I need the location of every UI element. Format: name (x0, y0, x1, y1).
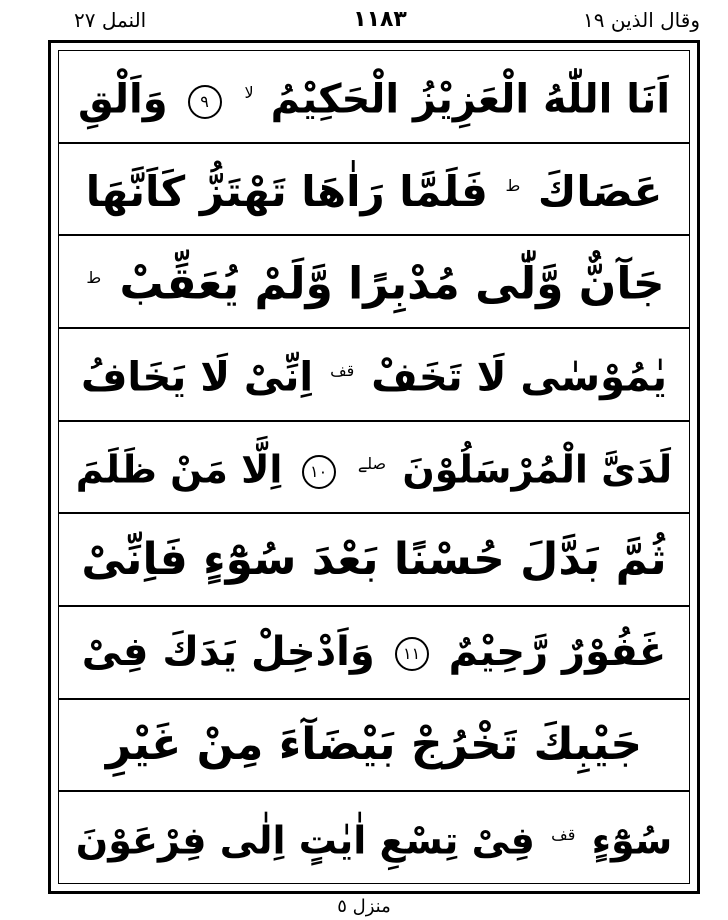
line-text (82, 622, 667, 682)
line-segment: يٰمُوْسٰى لَا تَخَفْ (371, 354, 668, 401)
text-line-7 (59, 607, 689, 700)
line-text (78, 63, 670, 129)
ayah-marker: ٩ (188, 85, 222, 119)
page-number: ١١٨٣ (353, 7, 407, 32)
waqf-mark: ط (86, 268, 102, 288)
line-segment: سُوْٓءٍ (591, 818, 673, 863)
line-segment: غَفُوْرٌ رَّحِيْمٌ (448, 629, 667, 676)
line-segment: وَاَلْقِ (77, 76, 168, 123)
line-segment: ثُمَّ بَدَّلَ حُسْنًا بَعْدَ سُوْٓءٍ فَاِنِّىْ (81, 533, 667, 585)
line-segment: اَنَا اللّٰهُ الْعَزِيْزُ الْحَكِيْمُ (270, 76, 671, 123)
text-frame (58, 50, 690, 884)
text-line-8 (59, 700, 689, 793)
juz-name: وقال الذين ١٩ (583, 8, 700, 32)
line-segment: عَصَاكَ (537, 167, 663, 216)
text-line-3 (59, 236, 689, 329)
line-text (81, 530, 666, 590)
manzil-footer: منزل ٥ (337, 896, 391, 917)
waqf-mark: لا (244, 83, 254, 103)
waqf-mark: صلے (357, 454, 387, 474)
line-segment: فِىْ تِسْعِ اٰيٰتٍ اِلٰى فِرْعَوْنَ (75, 818, 535, 863)
line-segment: اِلَّا مَنْ ظَلَمَ (75, 447, 283, 492)
page-border (48, 40, 700, 894)
ayah-marker: ١١ (395, 637, 429, 671)
text-line-1 (59, 51, 689, 144)
line-segment: وَاَدْخِلْ يَدَكَ فِىْ (81, 629, 375, 676)
line-text (86, 156, 663, 222)
page-header (0, 0, 728, 40)
line-text (81, 341, 667, 407)
line-segment: اِنِّىْ لَا يَخَافُ (80, 354, 314, 401)
line-segment: جَيْبِكَ تَخْرُجْ بَيْضَآءَ مِنْ غَيْرِ (105, 719, 643, 771)
ayah-marker: ١٠ (302, 455, 336, 489)
text-line-2 (59, 144, 689, 237)
text-line-5 (59, 422, 689, 515)
line-text (83, 248, 664, 315)
waqf-mark: قف (551, 824, 576, 844)
line-text (76, 434, 672, 500)
text-line-6 (59, 514, 689, 607)
text-line-9 (59, 792, 689, 883)
line-segment: جَآنٌّ وَّلّٰى مُدْبِرًا وَّلَمْ يُعَقِّبْ (119, 259, 665, 310)
waqf-mark: ط (505, 176, 521, 195)
waqf-mark: قف (330, 361, 355, 381)
line-segment: فَلَمَّا رَاٰهَا تَهْتَزُّ كَاَنَّهَا (85, 167, 488, 216)
text-line-4 (59, 329, 689, 422)
line-segment: لَدَىَّ الْمُرْسَلُوْنَ (402, 447, 673, 492)
line-text (106, 715, 642, 775)
surah-name: النمل ٢٧ (74, 8, 147, 32)
line-text (76, 805, 672, 871)
